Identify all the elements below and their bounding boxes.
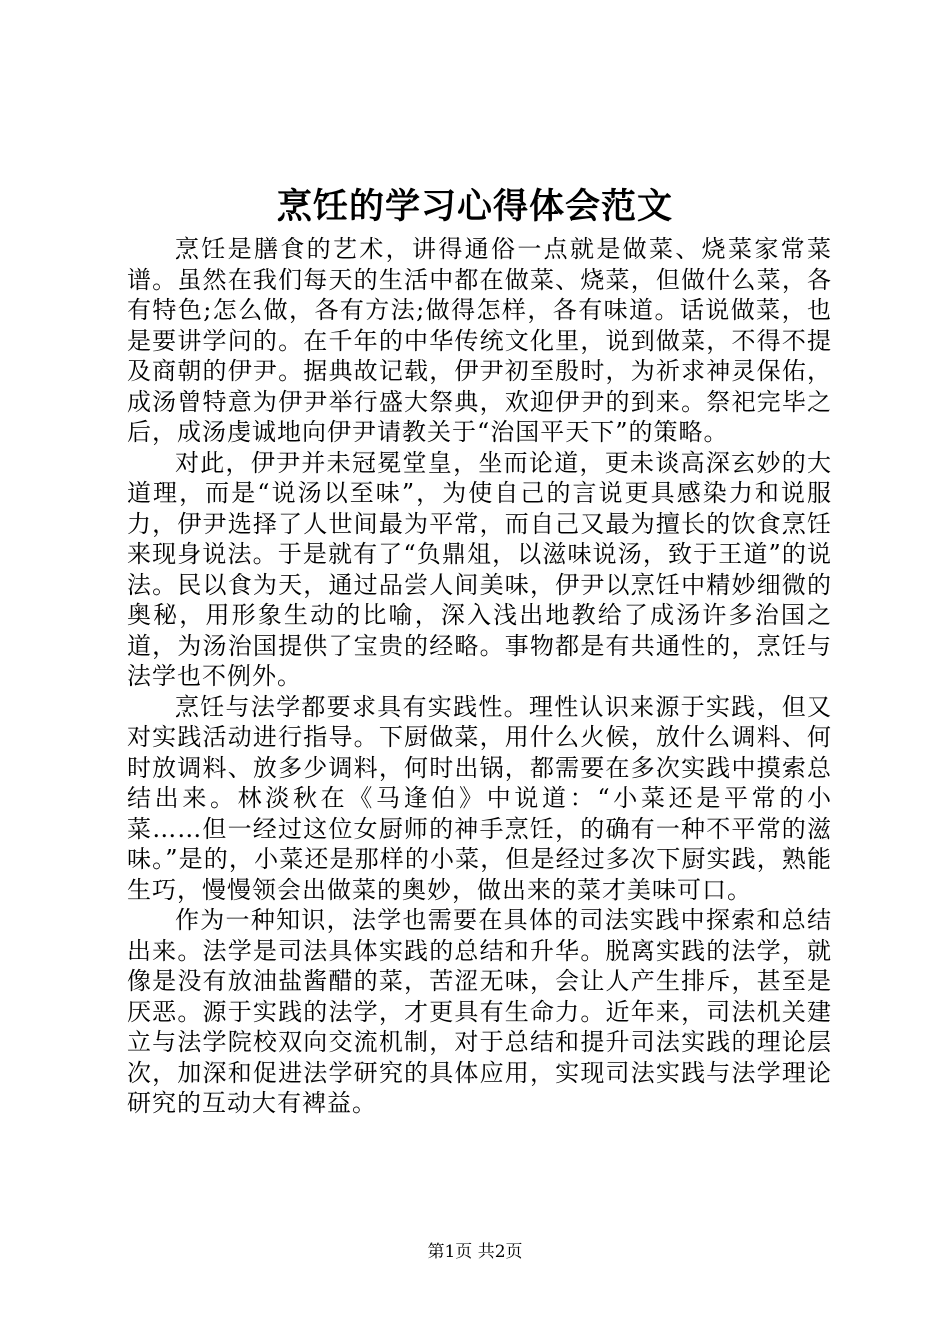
document-body (127, 234, 832, 1119)
paragraph-2: 对此，伊尹并未冠冕堂皇，坐而论道，更未谈高深玄妙的大道理，而是“说汤以至味”，为使自己的言说更具感染力和说服力，伊尹选择了人世间最为平常，而自己又最为擅长的饮食烹饪来现身说法。于是就有了“负鼎俎，以滋味说汤，致于王道”的说法。民以食为天，通过品尝人间美味，伊尹以烹饪中精妙细微的奥秘，用形象生动的比喻，深入浅出地教给了成汤许多治国之道，为汤治国提供了宝贵的经略。事物都是有共通性的，烹饪与法学也不例外。 (127, 448, 832, 690)
paragraph-1: 烹饪是膳食的艺术，讲得通俗一点就是做菜、烧菜家常菜谱。虽然在我们每天的生活中都在做菜、烧菜，但做什么菜，各有特色;怎么做，各有方法;做得怎样，各有味道。话说做菜，也是要讲学问的。在千年的中华传统文化里，说到做菜，不得不提及商朝的伊尹。据典故记载，伊尹初至殷时，为祈求神灵保佑，成汤曾特意为伊尹举行盛大祭典，欢迎伊尹的到来。祭祀完毕之后，成汤虔诚地向伊尹请教关于“治国平天下”的策略。 (127, 235, 832, 446)
page-footer: 第1页 共2页 (427, 1242, 523, 1262)
page-title: 烹饪的学习心得体会范文 (276, 186, 673, 227)
paragraph-3: 烹饪与法学都要求具有实践性。理性认识来源于实践，但又对实践活动进行指导。下厨做菜，用什么火候，放什么调料、何时放调料、放多少调料，何时出锅，都需要在多次实践中摸索总结出来。林淡秋在《马逢伯》中说道：“小菜还是平常的小菜……但一经过这位女厨师的神手烹饪，的确有一种不平常的滋味。”是的，小菜还是那样的小菜，但是经过多次下厨实践，熟能生巧，慢慢领会出做菜的奥妙，做出来的菜才美味可口。 (127, 692, 832, 904)
paragraph-4: 作为一种知识，法学也需要在具体的司法实践中探索和总结出来。法学是司法具体实践的总结和升华。脱离实践的法学，就像是没有放油盐酱醋的菜，苦涩无味，会让人产生排斥，甚至是厌恶。源于实践的法学，才更具有生命力。近年来，司法机关建立与法学院校双向交流机制，对于总结和提升司法实践的理论层次，加深和促进法学研究的具体应用，实现司法实践与法学理论研究的互动大有裨益。 (127, 906, 832, 1117)
